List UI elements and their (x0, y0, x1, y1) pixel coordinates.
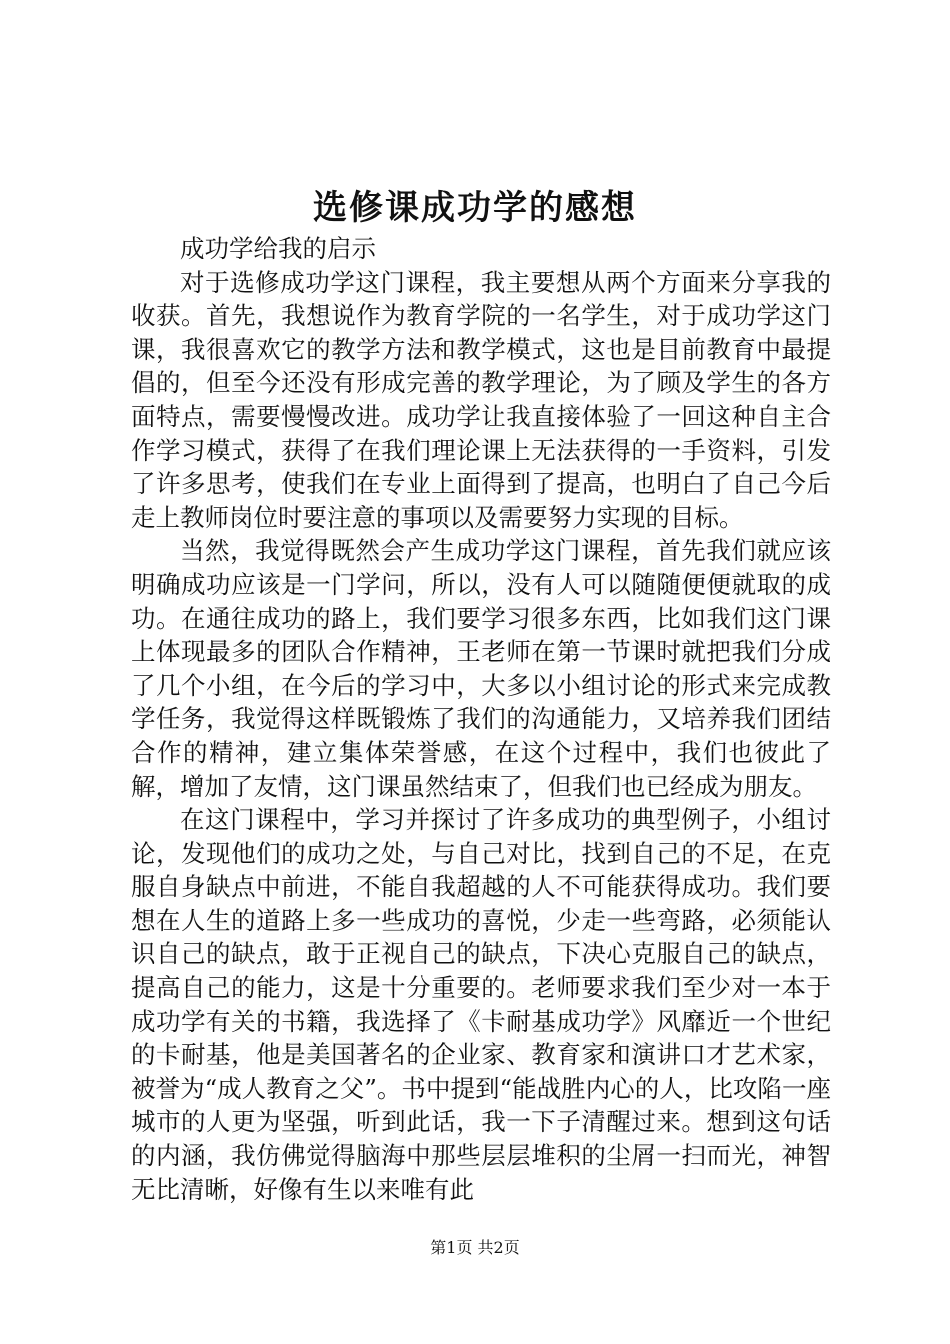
paragraph-1: 对于选修成功学这门课程，我主要想从两个方面来分享我的收获。首先，我想说作为教育学院的一名学生，对于成功学这门课，我很喜欢它的教学方法和教学模式，这也是目前教育中最提倡的，但至今还没有形成完善的教学理论，为了顾及学生的各方面特点，需要慢慢改进。成功学让我直接体验了一回这种自主合作学习模式，获得了在我们理论课上无法获得的一手资料，引发了许多思考，使我们在专业上面得到了提高，也明白了自己今后走上教师岗位时要注意的事项以及需要努力实现的目标。 (131, 267, 831, 532)
paragraph-2: 当然，我觉得既然会产生成功学这门课程，首先我们就应该明确成功应该是一门学问，所以，没有人可以随随便便就取的成功。在通往成功的路上，我们要学习很多东西，比如我们这门课上体现最多的团队合作精神，王老师在第一节课时就把我们分成了几个小组，在今后的学习中，大多以小组讨论的形式来完成教学任务，我觉得这样既锻炼了我们的沟通能力，又培养我们团结合作的精神，建立集体荣誉感，在这个过程中，我们也彼此了解，增加了友情，这门课虽然结束了，但我们也已经成为朋友。 (131, 536, 831, 801)
document-body (131, 232, 831, 1206)
paragraph-3: 在这门课程中，学习并探讨了许多成功的典型例子，小组讨论，发现他们的成功之处，与自己对比，找到自己的不足，在克服自身缺点中前进，不能自我超越的人不可能获得成功。我们要想在人生的道路上多一些成功的喜悦，少走一些弯路，必须能认识自己的缺点，敢于正视自己的缺点，下决心克服自己的缺点，提高自己的能力，这是十分重要的。老师要求我们至少对一本于成功学有关的书籍，我选择了《卡耐基成功学》风靡近一个世纪的卡耐基，他是美国著名的企业家、教育家和演讲口才艺术家，被誉为“成人教育之父”。书中提到“能战胜内心的人，比攻陷一座城市的人更为坚强，听到此话，我一下子清醒过来。想到这句话的内涵，我仿佛觉得脑海中那些层层堆积的尘屑一扫而光，神智无比清晰，好像有生以来唯有此 (131, 805, 831, 1204)
document-subtitle: 成功学给我的启示 (180, 234, 376, 263)
page-footer: 第1页 共2页 (430, 1238, 520, 1257)
document-title: 选修课成功学的感想 (313, 188, 637, 228)
